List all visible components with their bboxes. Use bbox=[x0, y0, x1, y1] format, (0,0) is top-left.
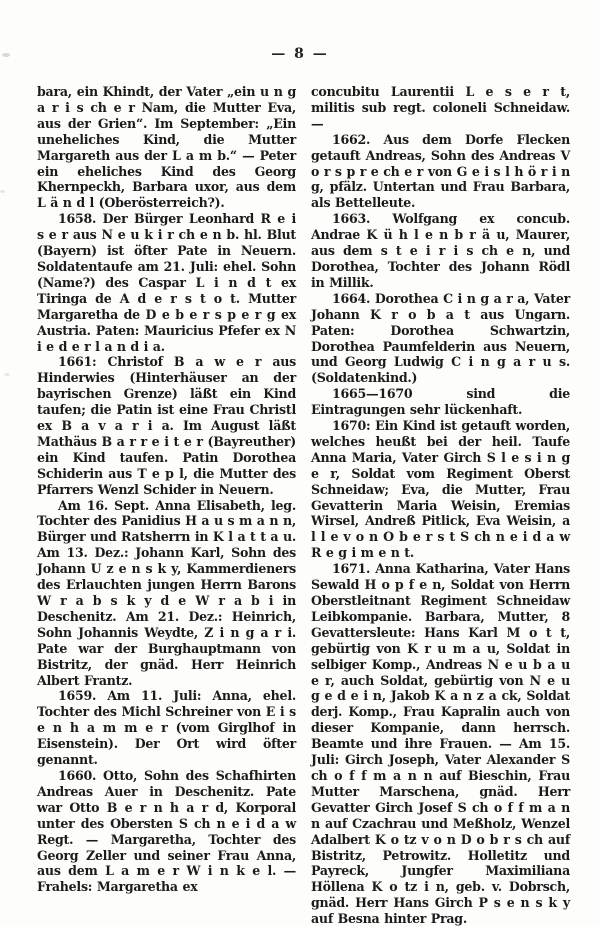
scan-artifact bbox=[2, 53, 10, 57]
paragraph-entry-1671: 1671. Anna Katharina, Vater Hans Sewald H o p f e n, Soldat von Herrn Oberstleitnant Regiment Schneidaw Leibkompanie. Barbara, Mutter, 8 Gevattersleute: Hans Karl M o t t, gebürtig von K r u m a u, Soldat in selbiger Komp., Andreas N e u b a u e r, auch Soldat, gebürtig von N e u g e d e i n, Jakob K a n z a ck, Soldat derj. Komp., Frau Kapralin auch von dieser Kompanie, dann herrsch. Beamte und ihre Frauen. — Am 15. Juli: Girch Joseph, Vater Alexander S ch o f f m a n n auf Bieschin, Frau Mutter Marschena, gnäd. Herr Gevatter Girch Josef S ch o f f m a n n auf Czachrau und Meßholz, Wenzel Adalbert K o tz v o n D o b r s ch auf Bistritz, Petrowitz. Holletitz und Payreck, Jungfer Maximiliana Höllena K o tz i n, geb. v. Dobrsch, gnäd. Herr Hans Girch P s e n s k y auf Besna hinter Prag. bbox=[311, 561, 570, 926]
paragraph-entry-1665-1670: 1665—1670 sind die Eintragungen sehr lückenhaft. bbox=[311, 386, 570, 418]
paragraph-continuation: concubitu Laurentii L e s e r t, militis sub regt. coloneli Schneidaw. — bbox=[311, 84, 570, 131]
paragraph-entry-1660: 1660. Otto, Sohn des Schafhirten Andreas Auer in Deschenitz. Pate war Otto B e r n h a r d, Korporal unter des Obersten S ch n e i d a w Regt. — Margaretha, Tochter des Georg Zeller und seiner Frau Anna, aus dem L a m e r W i n k e l. — Frahels: Margaretha ex bbox=[37, 767, 296, 895]
scan-artifact bbox=[0, 190, 5, 193]
paragraph-entry-sept: Am 16. Sept. Anna Elisabeth, leg. Tochter des Panidius H a u s m a n n, Bürger und Ratsherrn in K l a t t a u. Am 13. Dez.: Johann Karl, Sohn des Johann U z e n s k y, Kammerdieners des Erlauchten jungen Herrn Barons W r a b s k y d e W r a b i in Deschenitz. Am 21. Dez.: Heinrich, Sohn Johannis Weydte, Z i n g a r i. Pate war der Burghauptmann von Bistritz, der gnäd. Herr Heinrich Albert Frantz. bbox=[37, 497, 296, 688]
paragraph-continuation: bara, ein Khindt, der Vater „ein u n g a r i s ch e r Nam, die Mutter Eva, aus der Grien“. Im September: „Ein uneheliches Kind, die Mutter Margareth aus der L a m b.“ — Peter ein eheliches Kind des Georg Khernpeckh, Barbara uxor, aus dem L ä n d l (Oberösterreich?). bbox=[37, 84, 296, 211]
paragraph-entry-1670: 1670: Ein Kind ist getauft worden, welches heußt bei der heil. Taufe Anna Maria, Vater Girch S l e s i n g e r, Soldat vom Regiment Oberst Schneidaw; Eva, die Mutter, Frau Gevatterin Maria Weisin, Eremias Wirsel, Andreß Pitlick, Eva Weisin, a l l e v o n O b e r s t S ch n e i d a w R e g i m e n t. bbox=[311, 418, 570, 561]
left-column bbox=[37, 84, 296, 926]
right-column bbox=[311, 84, 570, 926]
paragraph-entry-1658: 1658. Der Bürger Leonhard R e i s e r aus N e u k i r ch e n b. hl. Blut (Bayern) ist öfter Pate in Neuern. Soldatentaufe am 21. Juli: ehel. Sohn (Name?) des Caspar L i n d t ex Tiringa de A d e r s t o t. Mutter Margaretha de D e b e r s p e r g ex Austria. Paten: Mauricius Pfefer ex N i e d e r l a n d i a. bbox=[37, 211, 296, 354]
paragraph-entry-1661: 1661: Christof B a w e r aus Hinderwies (Hinterhäuser an der bayrischen Grenze) läßt ein Kind taufen; die Patin ist eine Frau Christl ex B a v a r i a. Im August läßt Mathäus B a r r e i t e r (Bayreuther) ein Kind taufen. Patin Dorothea Schiderin aus T e p l, die Mutter des Pfarrers Wenzl Schider in Neuern. bbox=[37, 354, 296, 497]
paragraph-entry-1664: 1664. Dorothea C i n g a r a, Vater Johann K r o b a t aus Ungarn. Paten: Dorothea Schwartzin, Dorothea Paumfelderin aus Neuern, und Georg Ludwig C i n g a r u s. (Soldatenkind.) bbox=[311, 290, 570, 386]
text-columns bbox=[0, 62, 600, 926]
paragraph-entry-1659: 1659. Am 11. Juli: Anna, ehel. Tochter des Michl Schreiner von E i s e n h a m m e r (vom Girglhof in Eisenstein). Der Ort wird öfter genannt. bbox=[37, 688, 296, 768]
paragraph-entry-1662: 1662. Aus dem Dorfe Flecken getauft Andreas, Sohn des Andreas V o r s p r e ch e r von G e i s l h ö r i n g, pfälz. Untertan und Frau Barbara, als Bettelleute. bbox=[311, 131, 570, 211]
paragraph-entry-1663: 1663. Wolfgang ex concub. Andrae K ü h l e n b r ä u, Maurer, aus dem s t e i r i s ch e n, und Dorothea, Tochter des Johann Rödl in Millik. bbox=[311, 211, 570, 290]
scan-artifact bbox=[4, 373, 10, 376]
page-number: — 8 — bbox=[271, 46, 329, 62]
